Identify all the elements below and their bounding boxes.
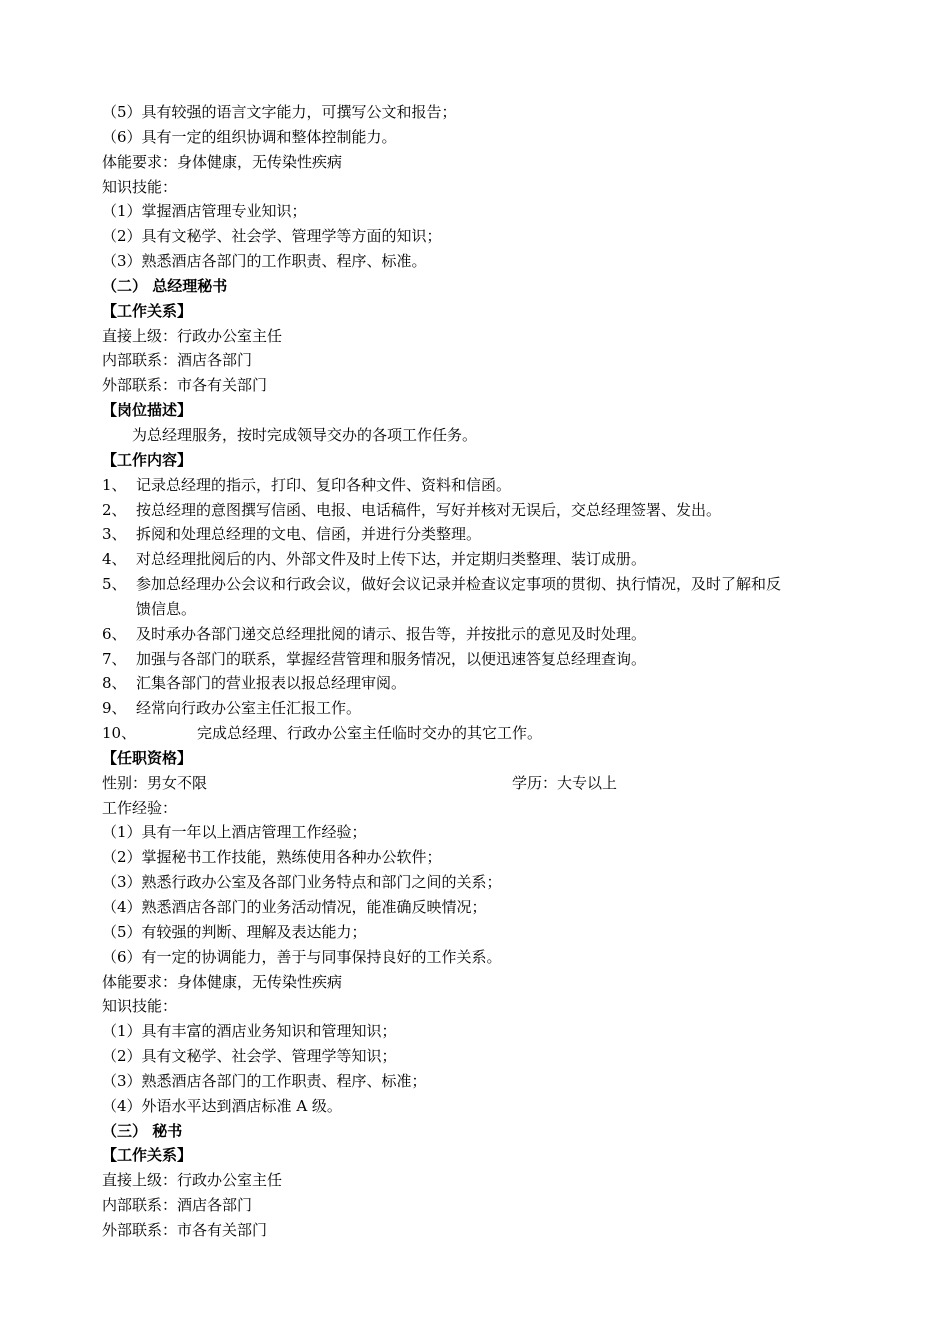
skill-item: （1）具有丰富的酒店业务知识和管理知识； [102,1022,397,1041]
task-number: 1、 [102,475,127,494]
text-line: 体能要求：身体健康，无传染性疾病 [102,972,343,991]
experience-item: （3）熟悉行政办公室及各部门业务特点和部门之间的关系； [102,873,502,892]
text-line: （2）具有文秘学、社会学、管理学等方面的知识； [102,227,442,246]
experience-item: （5）有较强的判断、理解及表达能力； [102,922,367,941]
task-item [102,647,872,672]
gender-requirement: 性别：男女不限 [102,773,208,792]
task-text: 拆阅和处理总经理的文电、信函，并进行分类整理。 [136,525,482,544]
section-title: （二） 总经理秘书 [102,276,228,295]
task-item [102,696,872,721]
task-item [102,522,872,547]
relation-line: 外部联系：市各有关部门 [102,1220,268,1239]
text-line: （1）掌握酒店管理专业知识； [102,202,307,221]
task-continuation: 馈信息。 [136,599,197,618]
experience-item: （1）具有一年以上酒店管理工作经验； [102,823,367,842]
text-line: 知识技能： [102,177,178,196]
task-number: 8、 [102,674,127,693]
task-item [102,622,872,647]
task-item [102,671,872,696]
text-line: （5）具有较强的语言文字能力，可撰写公文和报告； [102,103,457,121]
experience-item: （6）有一定的协调能力，善于与同事保持良好的工作关系。 [102,947,502,966]
description-text: 为总经理服务，按时完成领导交办的各项工作任务。 [132,425,478,444]
task-text: 经常向行政办公室主任汇报工作。 [136,699,362,718]
text-line: （3）熟悉酒店各部门的工作职责、程序、标准。 [102,252,427,271]
relation-line: 直接上级：行政办公室主任 [102,1171,283,1190]
text-line: 体能要求：身体健康，无传染性疾病 [102,152,343,171]
task-number: 6、 [102,624,127,643]
subsection-header: 【岗位描述】 [102,401,193,420]
task-text: 按总经理的意图撰写信函、电报、电话稿件，写好并核对无误后，交总经理签署、发出。 [136,500,722,519]
experience-item: （4）熟悉酒店各部门的业务活动情况，能准确反映情况； [102,898,487,916]
task-number: 5、 [102,575,127,594]
task-text: 汇集各部门的营业报表以报总经理审阅。 [136,674,407,693]
text-line: （6）具有一定的组织协调和整体控制能力。 [102,127,397,146]
text-line: 知识技能： [102,997,178,1016]
task-text: 参加总经理办公会议和行政会议，做好会议记录并检查议定事项的贯彻、执行情况，及时了解和反 [136,575,782,594]
relation-line: 内部联系：酒店各部门 [102,351,253,370]
task-item [102,572,872,597]
task-number: 7、 [102,649,127,668]
skill-item: （4）外语水平达到酒店标准 A 级。 [102,1096,342,1115]
task-number: 10、 [102,724,137,743]
subsection-header: 【任职资格】 [102,748,193,767]
task-text: 完成总经理、行政办公室主任临时交办的其它工作。 [197,724,543,743]
section-title: （三） 秘书 [102,1121,183,1140]
text-line: 工作经验： [102,798,178,817]
task-number: 2、 [102,500,127,519]
skill-item: （3）熟悉酒店各部门的工作职责、程序、标准； [102,1071,427,1090]
subsection-header: 【工作内容】 [102,450,193,469]
task-number: 4、 [102,550,127,569]
relation-line: 内部联系：酒店各部门 [102,1196,253,1215]
subsection-header: 【工作关系】 [102,1146,193,1165]
experience-item: （2）掌握秘书工作技能，熟练使用各种办公软件； [102,848,442,867]
task-number: 9、 [102,699,127,718]
skill-item: （2）具有文秘学、社会学、管理学等知识； [102,1047,397,1066]
gender-education-line [102,771,872,796]
subsection-header: 【工作关系】 [102,301,193,320]
task-text: 及时承办各部门递交总经理批阅的请示、报告等，并按批示的意见及时处理。 [136,624,647,643]
task-text: 对总经理批阅后的内、外部文件及时上传下达，并定期归类整理、装订成册。 [136,550,647,569]
education-requirement: 学历：大专以上 [512,773,618,792]
relation-line: 外部联系：市各有关部门 [102,376,268,395]
task-item [102,547,872,572]
document-page [102,100,872,1243]
task-number: 3、 [102,525,127,544]
task-item [102,473,872,498]
relation-line: 直接上级：行政办公室主任 [102,326,283,345]
task-text: 记录总经理的指示，打印、复印各种文件、资料和信函。 [136,475,512,494]
task-item [102,498,872,523]
task-item [102,721,872,746]
task-text: 加强与各部门的联系，掌握经营管理和服务情况，以便迅速答复总经理查询。 [136,649,647,668]
